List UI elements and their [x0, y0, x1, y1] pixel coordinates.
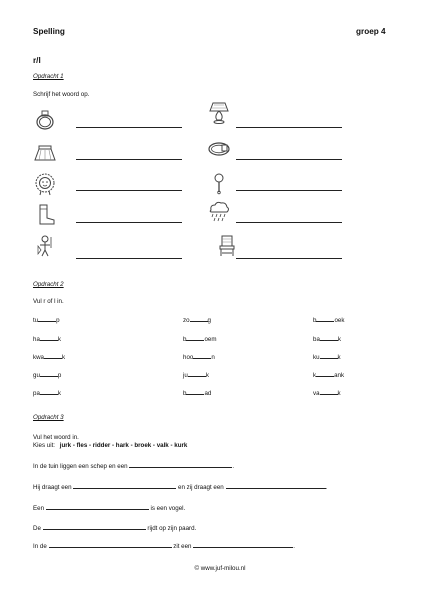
letter-blank[interactable] — [193, 353, 211, 359]
topic-label: r/l — [33, 56, 41, 65]
write-line-4[interactable] — [76, 222, 182, 223]
footer-copyright: © www.juf-milou.nl — [194, 565, 246, 572]
letter-blank[interactable] — [320, 335, 338, 341]
write-line-9[interactable] — [236, 222, 342, 223]
write-line-7[interactable] — [236, 159, 342, 160]
fill-word: ku k — [313, 354, 341, 361]
knight-icon — [33, 234, 57, 258]
letter-blank[interactable] — [40, 371, 58, 377]
sentence-5: In de zit een . — [33, 543, 295, 550]
fill-word: b oek — [313, 317, 345, 324]
cloud-icon — [207, 199, 231, 223]
fill-word: ba k — [313, 336, 341, 343]
letter-blank[interactable] — [320, 389, 338, 395]
fill-word: gu p — [33, 372, 62, 379]
worksheet-title: Spelling — [33, 27, 65, 36]
choice-words: jurk - fles - ridder - hark - broek - valk - kurk — [59, 442, 188, 449]
sentence-4: De rijdt op zijn paard. — [33, 525, 197, 532]
word-choices — [33, 442, 187, 449]
write-line-8[interactable] — [236, 190, 342, 191]
fill-word: ju k — [183, 372, 209, 379]
letter-blank[interactable] — [316, 371, 334, 377]
word-blank[interactable] — [46, 504, 149, 510]
opdracht1-heading: Opdracht 1 — [33, 73, 64, 80]
write-line-6[interactable] — [236, 127, 342, 128]
skirt-icon — [33, 141, 57, 165]
letter-blank[interactable] — [316, 316, 334, 322]
opdracht2-heading: Opdracht 2 — [33, 281, 64, 288]
lion-icon — [33, 172, 57, 196]
word-blank[interactable] — [226, 483, 326, 489]
write-line-5[interactable] — [76, 258, 182, 259]
opdracht1-instruction: Schrijf het woord op. — [33, 91, 90, 98]
sentence-1: In de tuin liggen een schep en een . — [33, 463, 235, 470]
letter-blank[interactable] — [44, 353, 62, 359]
word-blank[interactable] — [129, 462, 232, 468]
ring-icon — [33, 108, 57, 132]
fill-word: ha k — [33, 336, 61, 343]
belt-icon — [207, 137, 231, 161]
opdracht3-instruction: Vul het woord in. — [33, 434, 79, 441]
fill-word: tu p — [33, 317, 60, 324]
word-blank[interactable] — [73, 483, 176, 489]
fill-word: b oem — [183, 336, 217, 343]
fill-word: kwa k — [33, 354, 66, 361]
fill-word: pa k — [33, 390, 61, 397]
write-line-3[interactable] — [76, 190, 182, 191]
sentence-3: Een is een vogel. — [33, 505, 186, 512]
word-blank[interactable] — [43, 524, 146, 530]
choose-label: Kies uit: — [33, 442, 56, 449]
chair-icon — [215, 234, 239, 258]
write-line-1[interactable] — [76, 127, 182, 128]
word-blank[interactable] — [193, 542, 293, 548]
write-line-10[interactable] — [236, 258, 342, 259]
opdracht2-instruction: Vul r of l in. — [33, 298, 64, 305]
lamp-icon — [207, 101, 231, 125]
letter-blank[interactable] — [186, 389, 204, 395]
letter-blank[interactable] — [40, 335, 58, 341]
fill-word: b ad — [183, 390, 212, 397]
group-label: groep 4 — [356, 27, 386, 36]
rattle-icon — [207, 171, 231, 195]
fill-word: va k — [313, 390, 341, 397]
word-blank[interactable] — [49, 542, 172, 548]
boot-icon — [33, 203, 57, 227]
letter-blank[interactable] — [40, 389, 58, 395]
letter-blank[interactable] — [188, 371, 206, 377]
fill-word: k ank — [313, 372, 345, 379]
sentence-2: Hij draagt een en zij draagt een . — [33, 484, 328, 491]
opdracht3-heading: Opdracht 3 — [33, 414, 64, 421]
letter-blank[interactable] — [38, 316, 56, 322]
letter-blank[interactable] — [186, 335, 204, 341]
write-line-2[interactable] — [76, 159, 182, 160]
letter-blank[interactable] — [320, 353, 338, 359]
letter-blank[interactable] — [190, 316, 208, 322]
fill-word: hoo n — [183, 354, 215, 361]
fill-word: zo g — [183, 317, 211, 324]
